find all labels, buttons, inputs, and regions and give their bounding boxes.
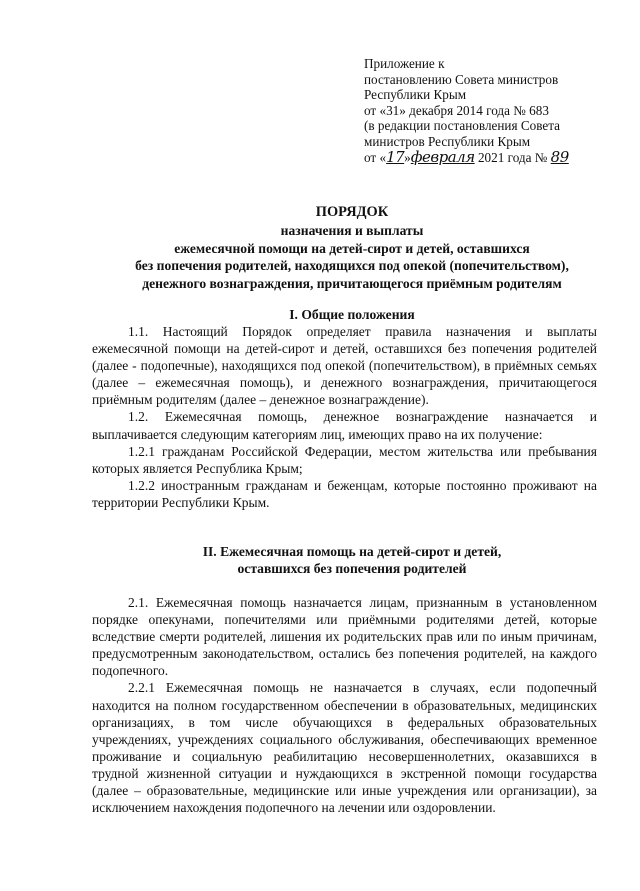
section-heading-text: II. Ежемесячная помощь на детей-сирот и детей,: [202, 544, 502, 559]
paragraph: 1.1. Настоящий Порядок определяет правила назначения и выплаты ежемесячной помощи на детей-сирот и детей, оставшихся без попечения родителей (далее - подопечные), находящихся под опекой (попечительством), в приёмных семьях (далее – ежемесячная помощь), и денежного вознаграждения, причитающегося приёмным родителям (далее – денежное вознаграждение).: [92, 324, 597, 408]
section-1-heading: [92, 306, 612, 323]
title-line: денежного вознаграждения, причитающегося приёмным родителям: [142, 275, 562, 291]
paragraph: 2.2.1 Ежемесячная помощь не назначается в случаях, если подопечный находится на полном государственном обеспечении в образовательных, медицинских организациях, в том числе обучающихся в федеральных образовательных учреждениях, учреждениях социального обслуживания, обеспечивающих временное проживание и социальную реабилитацию несовершеннолетних, оказавшихся в трудной жизненной ситуации и нуждающихся в экстренной помощи государства (далее – образовательные, медицинские или иные учреждения или организации), за исключением нахождения подопечного на лечении или оздоровлении.: [92, 680, 597, 816]
appendix-date-prefix: от «: [364, 149, 387, 165]
paragraph: 1.2.1 гражданам Российской Федерации, местом жительства или пребывания которых является Республика Крым;: [92, 443, 597, 476]
section-1-body: [92, 323, 597, 511]
handwritten-day: 17: [386, 147, 405, 166]
section-heading-text: оставшихся без попечения родителей: [237, 561, 467, 577]
appendix-date-year: 2021 года №: [474, 149, 551, 165]
title-main: ПОРЯДОК: [315, 204, 389, 220]
paragraph: 1.2. Ежемесячная помощь, денежное вознаграждение назначается и выплачивается следующим категориям лиц, имеющих право на их получение:: [92, 409, 597, 442]
paragraph: 1.2.2 иностранным гражданам и беженцам, которые постоянно проживают на территории Республики Крым.: [92, 477, 597, 510]
appendix-line: от «31» декабря 2014 года № 683: [364, 102, 549, 118]
section-2-heading: [92, 543, 612, 578]
document-title: [92, 204, 612, 292]
appendix-line: (в редакции постановления Совета: [364, 118, 561, 134]
handwritten-month: февраля: [410, 147, 475, 166]
appendix-date-line: [364, 147, 624, 166]
appendix-line: Приложение к: [364, 56, 445, 71]
appendix-line: постановлению Совета министров: [364, 71, 559, 87]
appendix-line: министров Республики Крым: [364, 133, 531, 149]
title-line: ежемесячной помощи на детей-сирот и детей, оставшихся: [174, 240, 530, 256]
section-heading-text: I. Общие положения: [289, 307, 415, 322]
section-2-body: [92, 594, 597, 816]
appendix-block: [364, 56, 624, 165]
paragraph: 2.1. Ежемесячная помощь назначается лицам, признанным в установленном порядке опекунами, попечителями или приёмными родителями детей, которые вследствие смерти родителей, лишения их родительских прав или по иным причинам, предусмотренным законодательством, остались без попечения родителей, на каждого подопечного.: [92, 595, 597, 679]
appendix-line: Республики Крым: [364, 87, 467, 103]
handwritten-number: 89: [550, 147, 569, 166]
appendix-date-mid: »: [404, 149, 411, 165]
title-line: без попечения родителей, находящихся под опекой (попечительством),: [135, 258, 569, 274]
title-line: назначения и выплаты: [280, 223, 424, 239]
